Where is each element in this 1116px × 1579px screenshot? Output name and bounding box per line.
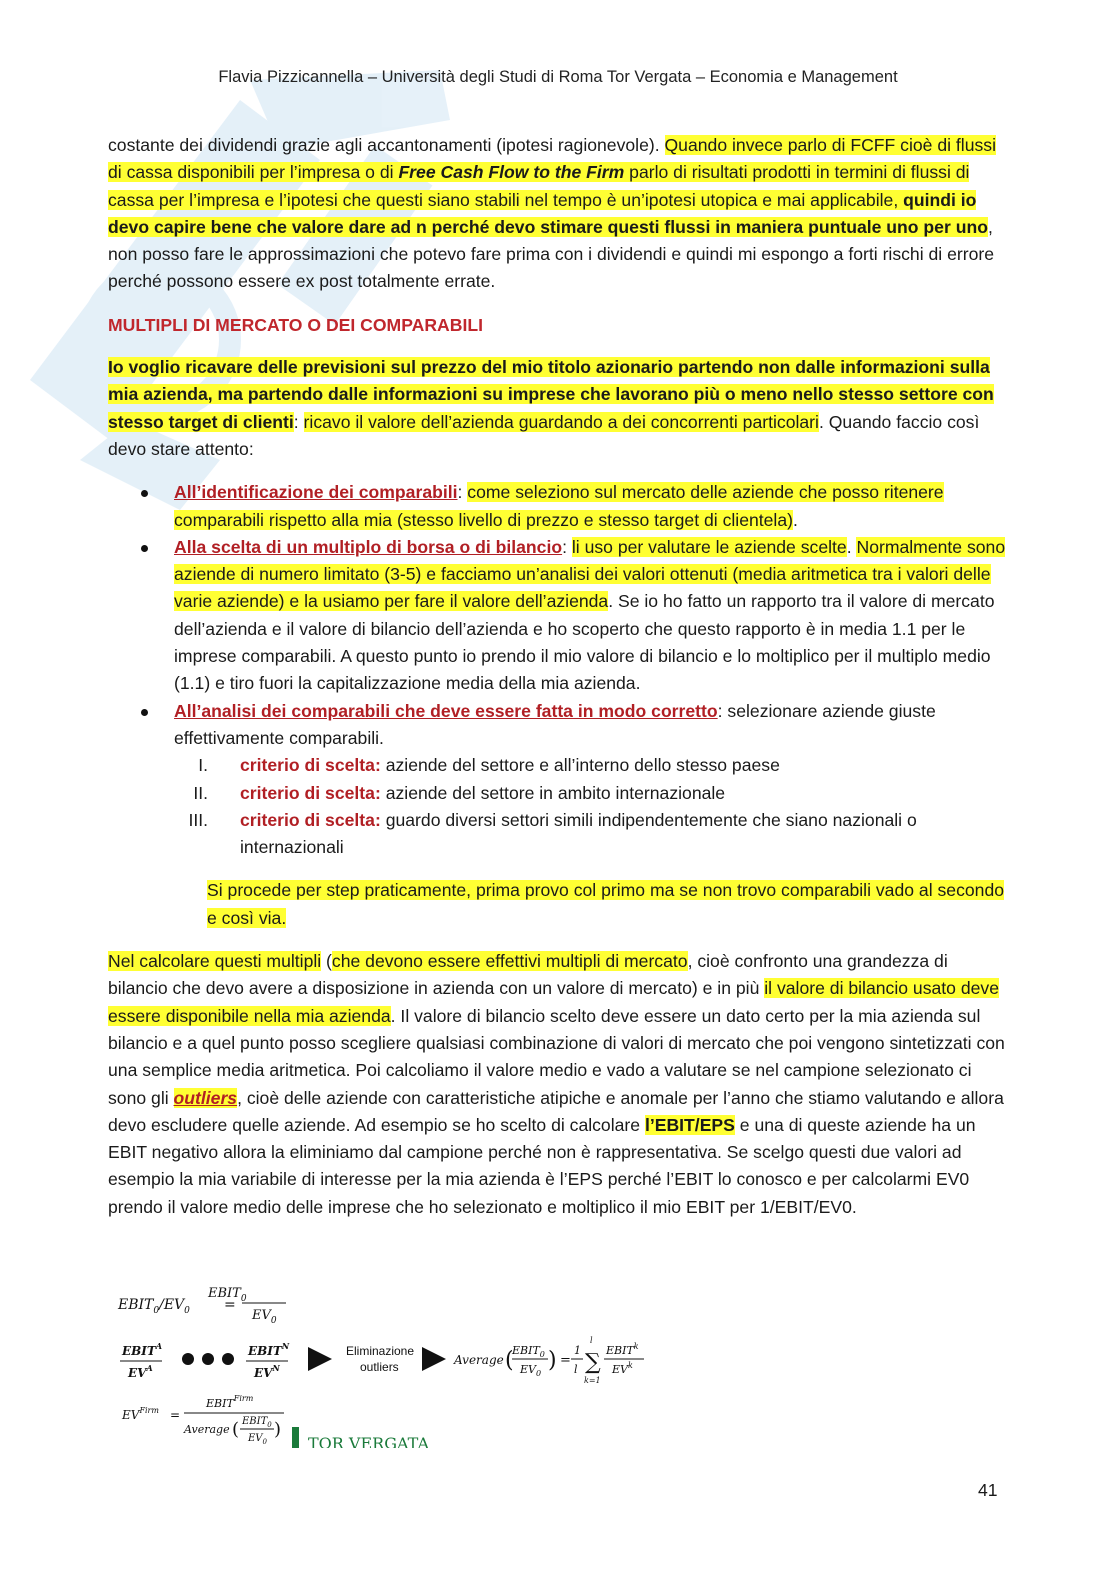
bold-highlight-span: l’EBIT/EPS [644, 1114, 735, 1135]
criteria-number: II. [193, 782, 208, 803]
text-span: . Quando faccio così devo stare attento: [108, 411, 980, 459]
text-span: e una di queste aziende ha un EBIT negativo allora la eliminiamo dal campione perché non è rappresentativa. Se scelgo questi due valori ad esempio la mia variabile di interesse per la mia azienda è l’EPS perché l’EBIT lo conosco e per calcolarmi EV0 prendo il valore medio delle imprese che ho selezionato e moltiplico il mio EBIT per 1/EBIT/EV0. [108, 1114, 976, 1217]
fraction-numerator: $EBIT_0$ [208, 1286, 247, 1304]
paren-open: ( [232, 1419, 240, 1440]
bullet-list [108, 479, 1008, 861]
text-span: : [457, 482, 468, 503]
text-span: . Il valore di bilancio scelto deve essere un dato certo per la mia azienda sul bilancio e a quel punto posso scegliere qualsiasi combinazione di valori di mercato che poi vengono sintetizzati con una semplice media aritmetica. Poi calcoliamo il valore medio e vado a valutare se nel campione selezionato ci sono gli [108, 1005, 1005, 1108]
text-span: . Se io ho fatto un rapporto tra il valore di mercato dell’azienda e il valore di bilancio dell’azienda e ho scoperto che questo rapporto è in media 1.1 per le imprese comparabili. A questo punto io prendo il mio valore di bilancio e lo moltiplico per il multiplo medio (1.1) e tiro fuori la capitalizzazione media della mia azienda. [174, 591, 995, 694]
fraction-denominator: $EV_0$ [252, 1308, 277, 1326]
highlight-span: Nel calcolare questi multipli [108, 951, 322, 972]
criteria-label: criterio di scelta: [240, 755, 381, 776]
criteria-item [174, 780, 1008, 807]
bullet-item-scelta-multiplo [108, 534, 1008, 698]
page-header: Flavia Pizzicannella – Università degli Studi di Roma Tor Vergata – Economia e Management [218, 68, 898, 86]
formula-lhs: $EBIT_0/EV_0$ [118, 1297, 190, 1316]
bullet-dot-icon [141, 709, 148, 716]
ev-firm-numerator: $EBIT^{Firm}$ [206, 1394, 254, 1410]
bullet-title: Alla scelta di un multiplo di borsa o di bilancio [174, 536, 563, 557]
elimination-label: Eliminazione [346, 1344, 415, 1358]
ellipsis-dot-icon [202, 1353, 214, 1365]
criteria-text: guardo diversi settori simili indipendentemente che siano nazionali o internazionali [240, 809, 917, 858]
bullet-title: All’analisi dei comparabili che deve essere fatta in modo corretto [174, 700, 718, 721]
sum-upper-limit: l [590, 1336, 593, 1345]
formula-diagram [108, 1283, 668, 1448]
fraction-denominator-avg: $EV_0$ [520, 1363, 542, 1378]
formula-ebit-ev-definition [117, 1286, 286, 1326]
arrow-right-icon [422, 1347, 446, 1371]
highlight-span: il valore di bilancio usato deve essere disponibile nella mia azienda [108, 978, 999, 1026]
avg-numerator: $EBIT_0$ [242, 1416, 272, 1429]
average-label: Average [454, 1353, 504, 1367]
criteria-item [174, 752, 1008, 779]
ellipsis-dot-icon [182, 1353, 194, 1365]
equals-sign: = [560, 1353, 571, 1368]
text-span: : selezionare aziende giuste effettivamente comparabili. [174, 700, 936, 748]
outliers-term: outliers [173, 1087, 238, 1108]
bullet-dot-icon [141, 490, 148, 497]
text-span: , [893, 189, 904, 210]
outliers-label: outliers [360, 1360, 399, 1374]
section-title: MULTIPLI DI MERCATO O DEI COMPARABILI [108, 314, 483, 335]
text-span: , cioè confronto una grandezza di bilancio che devo avere a disposizione in azienda con un valore di mercato) e in più [108, 951, 948, 999]
fraction-numerator-k: EBIT$^k$ [606, 1342, 639, 1357]
highlight-span: che devono essere effettivi multipli di mercato [331, 951, 688, 972]
equals-sign: = [224, 1297, 236, 1313]
bullet-title: All’identificazione dei comparabili [174, 482, 458, 503]
equals-sign: = [170, 1408, 181, 1422]
paren-open: ( [505, 1348, 514, 1373]
ellipsis-dot-icon [222, 1353, 234, 1365]
highlight-span: ricavo il valore dell’azienda guardando a dei concorrenti particolari [303, 411, 819, 432]
tor-vergata-logo-text: TOR VERGATA [308, 1434, 430, 1448]
criteria-text: aziende del settore in ambito internazionale [380, 782, 726, 803]
paragraph-multipli [108, 354, 1008, 463]
criteria-number: III. [188, 809, 208, 830]
text-span: costante dei dividendi grazie agli accantonamenti (ipotesi ragionevole). [108, 135, 665, 155]
criteria-label: criterio di scelta: [240, 782, 381, 803]
text-span: , non posso fare le approssimazioni che potevo fare prima con i dividendi e quindi mi espongo a forti rischi di errore perché possono essere ex post totalmente errate. [108, 216, 995, 292]
fraction-denominator-a: $EV^A$ [128, 1363, 153, 1380]
text-span: . [793, 509, 798, 530]
highlight-span: li uso per valutare le aziende scelte [571, 536, 847, 557]
fraction-numerator-avg: $EBIT_0$ [512, 1344, 545, 1359]
highlight-span: Si procede per step praticamente, prima provo col primo ma se non trovo comparabili vado al secondo e così via. [207, 880, 1005, 928]
text-span: : [293, 411, 304, 432]
one-over-l-num: 1 [574, 1344, 581, 1357]
text-span: , cioè delle aziende con caratteristiche atipiche e anomale per l’anno che stiamo valutando e allora devo escludere quelle aziende. Ad esempio se ho scelto di calcolare [108, 1087, 1004, 1135]
fraction-numerator-a: $EBIT^A$ [122, 1341, 163, 1358]
text-span: Quando invece parlo di FCFF cioè di flussi di cassa disponibili per l’impresa o di [108, 135, 996, 183]
text-span: . [846, 536, 857, 557]
sum-symbol: ∑ [585, 1350, 601, 1375]
fraction-denominator-n: $EV^N$ [254, 1363, 280, 1380]
paragraph-calcolo-multipli [108, 948, 1008, 1221]
bold-span: quindi io devo capire bene che valore dare ad n perché devo stimare questi flussi in maniera puntuale uno per uno [108, 189, 988, 237]
fraction-numerator-n: $EBIT^N$ [248, 1341, 290, 1358]
paren-close: ) [548, 1348, 557, 1373]
bullet-item-identificazione [108, 479, 1008, 534]
sum-lower-limit: k=1 [584, 1376, 601, 1385]
criteria-text: aziende del settore e all’interno dello stesso paese [380, 755, 780, 776]
emphasis-span: Free Cash Flow to the Firm [398, 162, 625, 183]
avg-denominator: $EV_0$ [248, 1433, 267, 1446]
text-span: parlo di risultati prodotti in termini di flussi di cassa per l’impresa e l’ipotesi che questi siano stabili nel tempo è un’ipotesi utopica e mai applicabile [108, 162, 970, 210]
criteria-number: I. [198, 755, 208, 776]
step-note [207, 877, 1008, 932]
bullet-item-analisi [108, 698, 1008, 862]
average-label: Average [184, 1423, 230, 1436]
highlight-span: come seleziono sul mercato delle aziende che posso ritenere comparabili rispetto alla mia (stesso livello di prezzo e stesso target di clientela) [174, 482, 944, 530]
page-number: 41 [978, 1480, 998, 1500]
tor-vergata-logo-icon [292, 1427, 299, 1448]
arrow-right-icon [308, 1347, 332, 1371]
fraction-denominator-k: $EV^k$ [612, 1361, 633, 1376]
paragraph-fcff [108, 132, 1008, 296]
paren-close: ) [274, 1419, 282, 1440]
ev-firm-lhs: $EV^{Firm}$ [122, 1406, 159, 1422]
document-body [108, 132, 1008, 1221]
bullet-dot-icon [141, 545, 148, 552]
formula-ev-firm [121, 1394, 429, 1448]
criteria-list [174, 752, 1008, 861]
text-span: ( [321, 951, 332, 972]
one-over-l-den: l [574, 1363, 578, 1376]
criteria-item [174, 807, 1008, 862]
bold-highlight-span: Io voglio ricavare delle previsioni sul prezzo del mio titolo azionario partendo non dalle informazioni sulla mia azienda, ma partendo dalle informazioni su imprese che lavorano più o meno nello stesso settore con stesso target di clienti [108, 357, 994, 432]
text-span: : [562, 536, 572, 557]
criteria-label: criterio di scelta: [240, 809, 381, 830]
highlight-span: Normalmente sono aziende di numero limitato (3-5) e facciamo un’analisi dei valori ottenuti (media aritmetica tra i valori delle varie aziende) e la usiamo per fare il valore dell’azienda [174, 536, 1006, 612]
formula-pipeline [120, 1336, 644, 1385]
